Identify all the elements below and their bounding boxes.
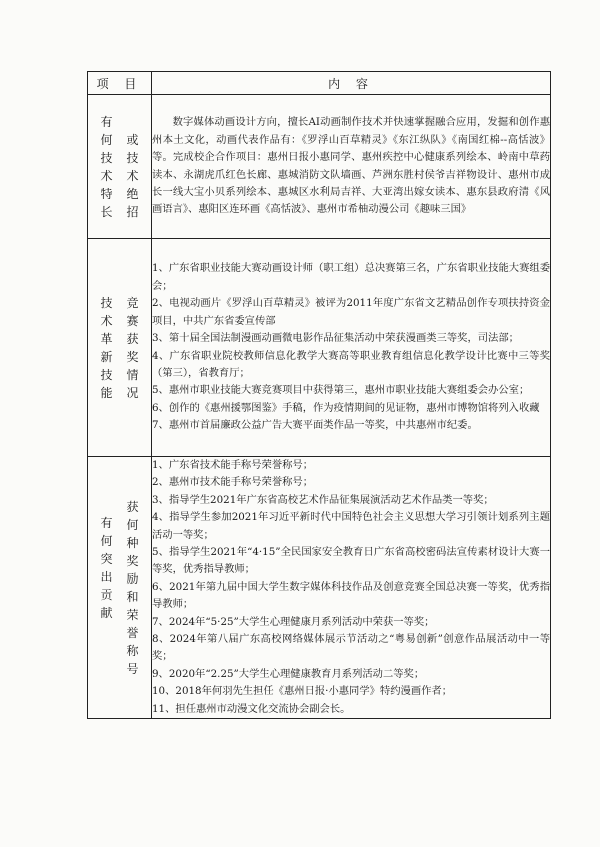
list-item: 10、2018年何羽先生担任《惠州日报·小惠同学》特约漫画作者； <box>152 685 453 698</box>
header-item: 项 目 <box>88 72 152 95</box>
list-item: 5、惠州市职业技能大赛竞赛项目中获得第三，惠州市职业技能大赛组委会办公室； <box>152 384 530 397</box>
list-item: 7、惠州市首届廉政公益广告大赛平面类作品一等奖，中共惠州市纪委。 <box>152 419 478 432</box>
list-item: 4、指导学生参加2021年习近平新时代中国特色社会主义思想大学习引领计划系列主题活动一等奖； <box>152 511 550 541</box>
row-content <box>152 457 551 719</box>
row-label: 有 何 技 术 特 长 或 技 术 绝 招 <box>88 95 152 239</box>
table-row <box>88 457 551 719</box>
list-item: 2、惠州市技术能手称号荣誉称号； <box>152 476 314 489</box>
info-table <box>87 71 551 719</box>
list-item: 5、指导学生2021年“4·15”全民国家安全教育日广东省高校密码法宣传素材设计大赛一等奖，优秀指导教师； <box>152 546 550 576</box>
table-header-row <box>88 72 551 95</box>
header-content: 内 容 <box>152 72 551 95</box>
row-label: 有 何 突 出 贡 献 获 何 种 奖 励 和 荣 誉 称 号 <box>88 457 152 719</box>
list-item: 4、广东省职业院校教师信息化教学大赛高等职业教育组信息化教学设计比赛中三等奖（第三），省教育厅； <box>152 349 550 379</box>
table-row <box>88 239 551 457</box>
list-item: 2、电视动画片《罗浮山百草精灵》被评为2011年度广东省文艺精品创作专项扶持资金项目，中共广东省委宣传部 <box>152 297 550 327</box>
list-item: 9、2020年“2.25”大学生心理健康教育月系列活动二等奖； <box>152 667 425 680</box>
list-item: 3、指导学生2021年广东省高校艺术作品征集展演活动艺术作品类一等奖； <box>152 493 494 506</box>
list-item: 6、创作的《惠州援鄂图鉴》手稿，作为疫情期间的见证物，惠州市博物馆将列入收藏 <box>152 401 540 414</box>
list-item: 3、第十届全国法制漫画动画微电影作品征集活动中荣获漫画类三等奖，司法部； <box>152 332 519 345</box>
list-item: 8、2024年第八届广东高校网络媒体展示节活动之“粤易创新”创意作品展活动中一等奖； <box>152 633 550 663</box>
row-content <box>152 95 551 239</box>
list-item: 7、2024年“5·25”大学生心理健康月系列活动中荣获一等奖； <box>152 615 435 628</box>
table-row <box>88 95 551 239</box>
row-label: 技 术 革 新 技 能 竞 赛 获 奖 情 况 <box>88 239 152 457</box>
row-content <box>152 239 551 457</box>
list-item: 1、广东省技术能手称号荣誉称号； <box>152 459 314 471</box>
list-item: 6、2021年第九届中国大学生数字媒体科技作品及创意竞赛全国总决赛一等奖，优秀指导教师； <box>152 580 550 611</box>
list-item: 11、担任惠州市动漫文化交流协会副会长。 <box>152 702 351 715</box>
skill-paragraph: 数字媒体动画设计方向，擅长AI动画制作技术并快速掌握融合应用，发掘和创作惠州本土文化，动画代表作品有：《罗浮山百草精灵》《东江纵队》《南国红棉--高恬波》等。完成校企合作项目：惠州日报小惠同学、惠州疾控中心健康系列绘本、岭南中草药读本、永湖虎爪红色长廊、惠城消防文队墙画、芦洲东胜村侯爷吉祥物设计、惠州市成长一线大宝小贝系列绘本、惠城区水利局吉祥、大亚湾出嫁女读本、惠东县政府清《风画语言》、惠阳区连环画《高恬波》、惠州市希柚动漫公司《趣味三国》 <box>152 116 550 216</box>
list-item: 1、广东省职业技能大赛动画设计师（职工组）总决赛第三名，广东省职业技能大赛组委会； <box>152 262 550 292</box>
